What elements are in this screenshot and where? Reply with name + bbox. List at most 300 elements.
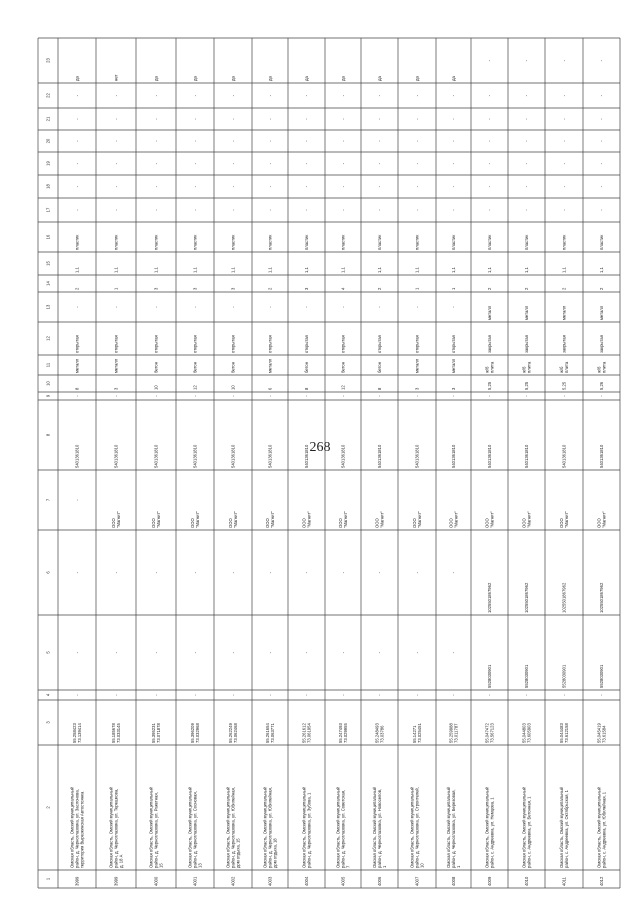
- cell-col-12-line: открытая: [451, 335, 456, 353]
- empty-cell-dash: -: [304, 162, 309, 165]
- cell-col-3: [374, 723, 384, 743]
- cell-col-8-line: 5401361810: [304, 444, 309, 468]
- empty-cell-dash: -: [599, 94, 604, 97]
- cell-col-10: [524, 381, 529, 390]
- empty-cell-dash: -: [561, 140, 567, 142]
- cell-col-8-line: 5401361810: [599, 444, 604, 468]
- cell-col-11-line: бетон: [230, 361, 236, 373]
- cell-col-7-line: "Магнит": [564, 511, 570, 528]
- cell-col-12: [304, 335, 309, 353]
- cell-col-2-line: район, д. Черноглазовка, ул. Ракетная,: [153, 792, 159, 868]
- cell-col-14-line: 3: [304, 287, 309, 290]
- cell-col-12-line: открытая: [267, 335, 273, 353]
- cell-col-3: [484, 723, 494, 743]
- cell-col-2-line: 1: [382, 865, 388, 868]
- cell-col-12-line: открытая: [340, 335, 346, 353]
- cell-col-23: [268, 76, 273, 81]
- cell-col-12: [75, 335, 80, 353]
- cell-col-3-line: 73.061954: [306, 723, 312, 743]
- cell-col-14: [599, 287, 604, 290]
- empty-cell-dash: -: [561, 185, 567, 188]
- empty-cell-dash: -: [377, 571, 382, 574]
- cell-col-8: [562, 444, 567, 468]
- cell-col-7-line: "Магнит": [343, 511, 349, 528]
- cell-col-2: [187, 786, 202, 868]
- cell-col-7-line: "Магнит": [195, 511, 201, 528]
- cell-col-7-line: ООО: [227, 518, 233, 528]
- empty-cell-dash: -: [230, 162, 236, 165]
- cell-col-16-line: пластик: [340, 234, 346, 250]
- cell-col-10-line: 12: [340, 385, 346, 390]
- cell-col-14-line: 3: [192, 287, 198, 290]
- cell-col-14: [231, 287, 236, 290]
- empty-cell-dash: -: [561, 59, 567, 62]
- cell-col-15: [377, 267, 382, 273]
- cell-col-2-line: район, д. Черноглазовка, ул. Березовая,: [451, 789, 456, 868]
- cell-col-15: [268, 267, 273, 273]
- empty-cell-dash: -: [153, 94, 159, 97]
- empty-cell-dash: -: [192, 185, 198, 188]
- cell-col-3-line: 73.61584: [601, 725, 607, 743]
- empty-cell-dash: -: [153, 694, 159, 696]
- cell-col-2-line: район, с. Андреевка, ул. Бетонная, 1: [526, 796, 532, 868]
- cell-col-15: [193, 267, 198, 273]
- empty-cell-dash: -: [192, 140, 198, 142]
- cell-col-15-line: 1,1: [74, 267, 80, 273]
- empty-cell-dash: -: [267, 209, 273, 211]
- header-col-number: 18: [45, 184, 51, 189]
- cell-col-1-line: 4004: [304, 876, 309, 886]
- cell-col-12-line: закрытая: [599, 335, 604, 353]
- empty-cell-dash: -: [192, 162, 198, 165]
- cell-col-2-line: район, д. Черноглазовка, ул. Строителей,: [414, 786, 420, 868]
- empty-cell-dash: -: [113, 395, 119, 397]
- cell-col-3: [190, 723, 200, 743]
- cell-col-3: [151, 723, 161, 743]
- cell-col-16: [231, 235, 236, 250]
- empty-cell-dash: -: [153, 395, 159, 397]
- cell-col-3: [448, 723, 458, 743]
- header-col-number: 12: [45, 336, 51, 341]
- empty-cell-dash: -: [340, 118, 346, 120]
- empty-cell-dash: -: [113, 118, 119, 120]
- cell-col-16-line: пластик: [192, 234, 198, 250]
- cell-col-2-line: Омская область, Омский муниципальный: [148, 787, 154, 868]
- empty-cell-dash: -: [487, 140, 492, 142]
- empty-cell-dash: -: [377, 306, 382, 308]
- cell-col-16: [341, 235, 346, 250]
- cell-col-2-line: Омская область, Омский муниципальный: [445, 787, 451, 868]
- cell-col-15-line: 1,1: [113, 267, 119, 273]
- cell-col-10-line: 3: [414, 387, 420, 390]
- cell-col-11-line: ж/б: [596, 366, 602, 373]
- cell-col-7-line: "Магнит": [270, 511, 276, 528]
- cell-col-10-line: 5,25: [524, 381, 529, 390]
- cell-col-3: [338, 723, 348, 743]
- cell-col-2: [225, 786, 240, 868]
- cell-col-14-line: 1: [414, 287, 420, 290]
- empty-cell-dash: -: [192, 651, 198, 654]
- empty-cell-dash: -: [340, 395, 346, 397]
- cell-col-11-line: бетон: [304, 361, 309, 373]
- empty-cell-dash: -: [524, 395, 529, 397]
- cell-col-16: [154, 235, 159, 250]
- empty-cell-dash: -: [414, 395, 420, 397]
- header-col-number: 5: [45, 651, 51, 654]
- cell-col-8: [377, 444, 382, 468]
- cell-col-1: [487, 876, 492, 886]
- empty-cell-dash: -: [230, 209, 236, 211]
- cell-col-2-line: Омская область, Омский муниципальный: [262, 787, 268, 868]
- cell-col-14: [524, 287, 529, 290]
- empty-cell-dash: -: [304, 651, 309, 654]
- cell-col-14-line: 2: [599, 287, 604, 290]
- cell-col-8: [341, 444, 346, 468]
- cell-col-8: [304, 444, 309, 468]
- cell-col-11: [596, 361, 606, 373]
- cell-col-3-line: 55.044483: [558, 723, 564, 743]
- cell-col-2: [409, 786, 424, 868]
- empty-cell-dash: -: [230, 651, 236, 654]
- empty-cell-dash: -: [340, 185, 346, 188]
- empty-cell-dash: -: [153, 306, 159, 308]
- empty-cell-dash: -: [230, 185, 236, 188]
- cell-col-13-line: металл: [599, 305, 604, 320]
- cell-col-14-line: 4: [340, 287, 346, 290]
- cell-col-1-line: 4000: [153, 876, 159, 886]
- cell-col-10: [114, 387, 119, 390]
- cell-col-2: [596, 786, 606, 868]
- cell-col-15-line: 1,1: [414, 267, 420, 273]
- empty-cell-dash: -: [230, 571, 236, 574]
- cell-col-3: [228, 723, 238, 743]
- cell-col-1-line: 4007: [414, 876, 420, 886]
- empty-cell-dash: -: [192, 94, 198, 97]
- header-col-number: 14: [45, 281, 51, 286]
- cell-col-10-line: 3: [113, 387, 119, 390]
- cell-col-16: [451, 235, 456, 250]
- cell-col-2: [372, 786, 387, 868]
- empty-cell-dash: -: [524, 162, 529, 165]
- cell-col-6-line: 1025501867962: [599, 582, 604, 613]
- cell-col-10: [487, 381, 492, 390]
- cell-col-11-line: бетон: [192, 361, 198, 373]
- cell-col-15: [75, 267, 80, 273]
- empty-cell-dash: -: [192, 395, 198, 397]
- cell-col-3-line: 55.248493: [374, 723, 380, 743]
- cell-col-11: [341, 361, 346, 373]
- empty-cell-dash: -: [267, 162, 273, 165]
- cell-col-14-line: 2: [524, 287, 529, 290]
- empty-cell-dash: -: [304, 306, 309, 308]
- cell-col-16: [75, 235, 80, 250]
- cell-col-15-line: 1,1: [487, 267, 492, 273]
- cell-col-3-line: 55.395231: [150, 723, 156, 743]
- empty-cell-dash: -: [74, 694, 80, 696]
- header-col-number: 6: [45, 571, 51, 574]
- cell-col-1: [154, 876, 159, 886]
- header-col-number: 10: [45, 381, 51, 386]
- cell-col-6-line: 1025501867962: [561, 582, 567, 613]
- empty-cell-dash: -: [414, 185, 420, 188]
- cell-col-10: [599, 381, 604, 390]
- cell-col-3-line: 73.03786: [379, 725, 385, 743]
- empty-cell-dash: -: [113, 185, 119, 188]
- cell-col-8: [524, 444, 529, 468]
- empty-cell-dash: -: [153, 185, 159, 188]
- cell-col-23-line: да: [451, 76, 456, 81]
- cell-col-2: [108, 786, 123, 868]
- cell-col-1-line: 3999: [74, 876, 80, 886]
- cell-col-12: [487, 335, 492, 353]
- cell-col-11-line: ж/б: [484, 366, 490, 373]
- empty-cell-dash: -: [599, 209, 604, 211]
- cell-col-11: [114, 358, 119, 373]
- empty-cell-dash: -: [230, 694, 236, 696]
- empty-cell-dash: -: [340, 140, 346, 142]
- header-col-number: 17: [45, 207, 51, 213]
- empty-cell-dash: -: [304, 94, 309, 97]
- cell-col-7: [190, 511, 200, 528]
- empty-cell-dash: -: [74, 162, 80, 165]
- cell-col-2-line: район, д. Черноглазовка, ул. Новоселов,: [377, 788, 382, 868]
- cell-col-11: [75, 358, 80, 373]
- cell-col-14: [75, 287, 80, 290]
- empty-cell-dash: -: [340, 571, 346, 574]
- cell-col-10: [341, 385, 346, 390]
- cell-col-6-line: 1025501867962: [524, 582, 529, 613]
- cell-col-7-line: ООО: [448, 518, 454, 528]
- cell-col-3-line: 73.062468: [233, 723, 239, 743]
- empty-cell-dash: -: [113, 140, 119, 142]
- cell-col-2-line: 15: [158, 863, 164, 868]
- empty-cell-dash: -: [524, 185, 529, 188]
- cell-col-8: [154, 444, 159, 468]
- cell-col-16-line: пластик: [414, 234, 420, 250]
- empty-cell-dash: -: [340, 694, 346, 696]
- cell-col-15: [562, 267, 567, 273]
- cell-col-8-line: 5401361810: [561, 444, 567, 468]
- header-col-number: 16: [45, 234, 51, 240]
- cell-col-15: [599, 267, 604, 273]
- cell-col-10: [268, 387, 273, 390]
- cell-col-11-line: металл: [451, 358, 456, 373]
- cell-col-2-line: 1: [456, 865, 462, 868]
- cell-col-16: [304, 235, 309, 250]
- cell-col-11: [304, 361, 309, 373]
- cell-col-8-line: 5401361810: [487, 444, 492, 468]
- cell-col-7-line: "Магнит": [489, 511, 495, 528]
- empty-cell-dash: -: [487, 118, 492, 120]
- cell-col-11: [154, 361, 159, 373]
- cell-col-12: [377, 335, 382, 353]
- empty-cell-dash: -: [414, 571, 420, 574]
- cell-col-3-line: 55.396209: [189, 723, 195, 743]
- cell-col-1: [268, 876, 273, 886]
- empty-cell-dash: -: [340, 651, 346, 654]
- cell-col-3: [111, 723, 121, 743]
- cell-col-8-line: 5401361810: [74, 444, 80, 468]
- cell-col-10: [451, 387, 456, 390]
- cell-col-3: [596, 723, 606, 743]
- cell-col-14: [268, 287, 273, 290]
- cell-col-23: [154, 76, 159, 81]
- header-col-number: 9: [45, 394, 51, 398]
- cell-col-8-line: 5401361810: [377, 444, 382, 468]
- cell-col-16: [193, 235, 198, 250]
- cell-col-14: [154, 287, 159, 290]
- empty-cell-dash: -: [230, 140, 236, 142]
- cell-col-16: [487, 235, 492, 250]
- empty-cell-dash: -: [451, 571, 456, 574]
- cell-col-15-line: 1,1: [304, 267, 309, 273]
- cell-col-2-line: район, с. Андреевка, ул. Немцова, 1: [489, 797, 495, 868]
- cell-col-8-line: 5401361810: [230, 444, 236, 468]
- cell-col-7-line: ООО: [411, 518, 417, 528]
- cell-col-7: [265, 511, 275, 528]
- cell-col-16-line: пластик: [487, 234, 492, 250]
- cell-col-11: [193, 361, 198, 373]
- empty-cell-dash: -: [74, 651, 80, 654]
- cell-col-23: [193, 76, 198, 81]
- cell-col-11-line: металл: [267, 358, 273, 373]
- cell-col-3-line: 55.261654: [264, 723, 270, 743]
- cell-col-2: [301, 786, 311, 868]
- cell-col-13: [487, 305, 492, 320]
- cell-col-10-line: 5,26: [599, 381, 604, 390]
- empty-cell-dash: -: [599, 395, 604, 397]
- cell-col-1: [562, 876, 567, 886]
- cell-col-12: [562, 335, 567, 353]
- cell-col-3-line: 73.612158: [564, 723, 570, 743]
- cell-col-23: [341, 76, 346, 81]
- cell-col-8-line: 5401361810: [192, 444, 198, 468]
- header-col-number: 21: [45, 116, 51, 122]
- cell-col-1-line: 4006: [377, 876, 382, 886]
- cell-col-10-line: 8: [74, 387, 80, 390]
- cell-col-11: [521, 361, 531, 373]
- cell-col-15-line: 1,1: [192, 267, 198, 273]
- empty-cell-dash: -: [267, 185, 273, 188]
- cell-col-6: [599, 582, 604, 613]
- cell-col-2-line: д. 18 А: [118, 854, 124, 868]
- cell-col-5-line: 5528030901: [487, 664, 492, 688]
- cell-col-2: [335, 786, 350, 868]
- cell-col-3: [265, 723, 275, 743]
- cell-col-12: [114, 335, 119, 353]
- cell-col-3-line: 55.14271: [411, 725, 417, 743]
- header-col-number: 4: [45, 693, 51, 697]
- cell-col-12-line: закрытая: [487, 335, 492, 353]
- cell-col-12-line: открытая: [304, 335, 309, 353]
- empty-cell-dash: -: [451, 140, 456, 142]
- cell-col-7: [412, 511, 422, 528]
- cell-col-2: [484, 786, 494, 868]
- cell-col-2-line: район, д. Черноглазовка, ул. Юбилейная,: [230, 787, 236, 868]
- cell-col-10: [231, 385, 236, 390]
- cell-col-11: [484, 361, 494, 373]
- cell-col-12-line: открытая: [153, 335, 159, 353]
- cell-col-12: [193, 335, 198, 353]
- cell-col-1-line: 4005: [340, 876, 346, 886]
- cell-col-10-line: 3: [451, 387, 456, 390]
- cell-col-10: [193, 385, 198, 390]
- cell-col-16-line: пластик: [74, 234, 80, 250]
- cell-col-16: [562, 235, 567, 250]
- cell-col-3-line: 73.033145: [116, 723, 122, 743]
- cell-col-10-line: 5,25: [487, 381, 492, 390]
- empty-cell-dash: -: [192, 209, 198, 211]
- cell-col-7: [228, 511, 238, 528]
- cell-col-2-line: 13: [197, 863, 203, 868]
- cell-col-7-line: "Магнит": [379, 511, 385, 528]
- cell-col-7: [448, 511, 458, 528]
- cell-col-15: [114, 267, 119, 273]
- cell-col-8: [415, 444, 420, 468]
- cell-col-1-line: 4003: [267, 876, 273, 886]
- cell-col-16: [377, 235, 382, 250]
- cell-col-13: [562, 305, 567, 320]
- cell-col-15-line: 1,1: [230, 267, 236, 273]
- cell-col-3: [559, 723, 569, 743]
- cell-col-2-line: дом отдыха, 15: [235, 838, 241, 868]
- cell-col-1-line: 4002: [230, 876, 236, 886]
- cell-col-16: [599, 235, 604, 250]
- empty-cell-dash: -: [340, 306, 346, 308]
- empty-cell-dash: -: [340, 209, 346, 211]
- cell-col-1: [114, 876, 119, 886]
- cell-col-10: [154, 385, 159, 390]
- cell-col-7: [484, 511, 494, 528]
- cell-col-1-line: 4008: [451, 876, 456, 886]
- cell-col-14-line: 2: [487, 287, 492, 290]
- cell-col-16-line: пластик: [451, 234, 456, 250]
- cell-col-16-line: пластик: [304, 234, 309, 250]
- cell-col-1-line: 4010: [524, 876, 529, 886]
- cell-col-12: [415, 335, 420, 353]
- cell-col-11: [451, 358, 456, 373]
- cell-col-10-line: 6: [267, 387, 273, 390]
- cell-col-15-line: 1,1: [561, 267, 567, 273]
- cell-col-12: [599, 335, 604, 353]
- cell-col-16: [268, 235, 273, 250]
- empty-cell-dash: -: [599, 185, 604, 188]
- empty-cell-dash: -: [414, 140, 420, 142]
- empty-cell-dash: -: [599, 694, 604, 696]
- cell-col-23: [304, 76, 309, 81]
- empty-cell-dash: -: [192, 118, 198, 120]
- empty-cell-dash: -: [304, 185, 309, 188]
- empty-cell-dash: -: [414, 209, 420, 211]
- cell-col-3-line: 73.567123: [489, 723, 495, 743]
- cell-col-7-line: ООО: [374, 518, 380, 528]
- cell-col-10-line: 12: [192, 385, 198, 390]
- cell-col-14-line: 2: [74, 287, 80, 290]
- cell-col-1: [599, 876, 604, 886]
- cell-col-7: [559, 511, 569, 528]
- cell-col-11-line: плита: [601, 361, 607, 373]
- cell-col-14: [451, 287, 456, 290]
- empty-cell-dash: -: [487, 395, 492, 397]
- cell-col-5: [599, 664, 604, 688]
- cell-col-14-line: 2: [561, 287, 567, 290]
- cell-col-10: [75, 387, 80, 390]
- cell-col-7-line: ООО: [521, 518, 527, 528]
- empty-cell-dash: -: [74, 118, 80, 120]
- header-col-number: 13: [45, 304, 51, 310]
- empty-cell-dash: -: [487, 694, 492, 696]
- cell-col-11: [377, 361, 382, 373]
